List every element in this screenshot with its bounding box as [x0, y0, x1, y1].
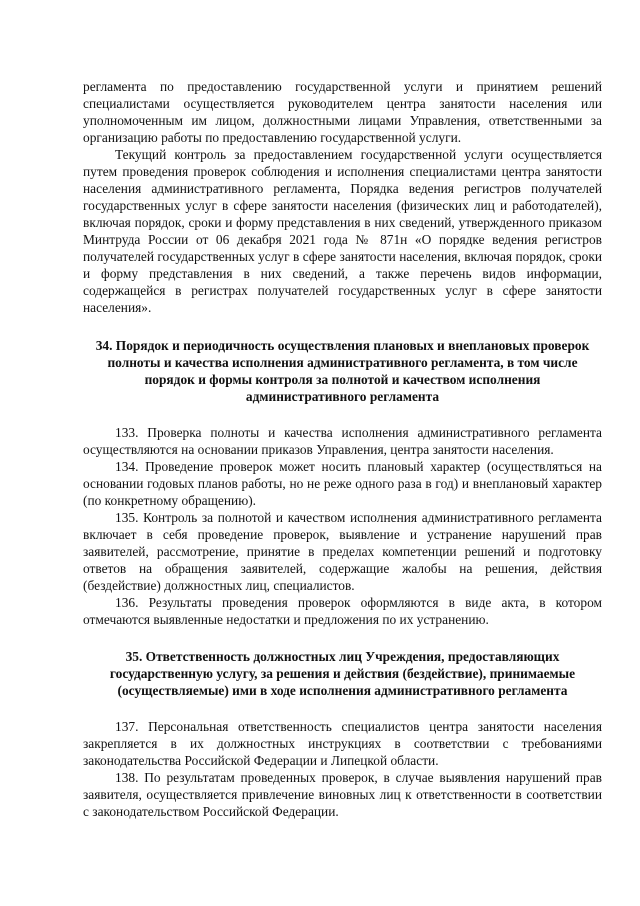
spacer	[83, 405, 602, 424]
paragraph-137: 137. Персональная ответственность специалистов центра занятости населения закрепляется в их должностных инструкциях в соответствии с требованиями законодательства Российской Федерации и Липецкой области.	[83, 719, 602, 768]
paragraph-136: 136. Результаты проведения проверок оформляются в виде акта, в котором отмечаются выявленные недостатки и предложения по их устранению.	[83, 595, 602, 627]
paragraph-133: 133. Проверка полноты и качества исполнения административного регламента осуществляются на основании приказов Управления, центра занятости населения.	[83, 425, 602, 457]
spacer	[83, 699, 602, 718]
paragraph-134: 134. Проведение проверок может носить плановый характер (осуществляться на основании годовых планов работы, но не реже одного раза в год) и внеплановый характер (по конкретному обращению).	[83, 459, 602, 508]
current-control-paragraph: Текущий контроль за предоставлением государственной услуги осуществляется путем проведения проверок соблюдения и исполнения специалистами центра занятости населения административного регламента, Порядка ведения регистров получателей государственных услуг в сфере занятости населения (физических лиц и работодателей), включая порядок, сроки и форму представления в них сведений, утвержденного приказом Минтруда России от 06 декабря 2021 года № 871н «О порядке ведения регистров получателей государственных услуг в сфере занятости населения, включая порядок, сроки и форму представления в них сведений, а также перечень видов информации, содержащейся в регистрах получателей государственных услуг в сфере занятости населения».	[83, 147, 602, 315]
intro-paragraph: регламента по предоставлению государственной услуги и принятием решений специалистами осуществляется руководителем центра занятости населения или уполномоченным им лицом, должностными лицами Управления, ответственными за организацию работы по предоставлению государственной услуги.	[83, 79, 602, 145]
spacer	[83, 628, 602, 648]
spacer	[83, 316, 602, 337]
paragraph-138: 138. По результатам проведенных проверок, в случае выявления нарушений прав заявителя, осуществляется привлечение виновных лиц к ответственности в соответствии с законодательством Российской Федерации.	[83, 770, 602, 819]
section-35-heading: 35. Ответственность должностных лиц Учреждения, предоставляющих государственную услугу, за решения и действия (бездействие), принимаемые (осуществляемые) ими в ходе исполнения административного регламента	[109, 649, 576, 698]
paragraph-135: 135. Контроль за полнотой и качеством исполнения административного регламента включает в себя проведение проверок, выявление и устранение нарушений прав заявителей, рассмотрение, принятие в пределах компетенции решений и подготовку ответов на обращения заявителей, содержащие жалобы на решения, действия (бездействие) должностных лиц, специалистов.	[83, 510, 602, 593]
section-34-heading: 34. Порядок и периодичность осуществления плановых и внеплановых проверок полноты и качества исполнения административного регламента, в том числе порядок и формы контроля за полнотой и качеством исполнения административного регламента	[95, 338, 590, 404]
